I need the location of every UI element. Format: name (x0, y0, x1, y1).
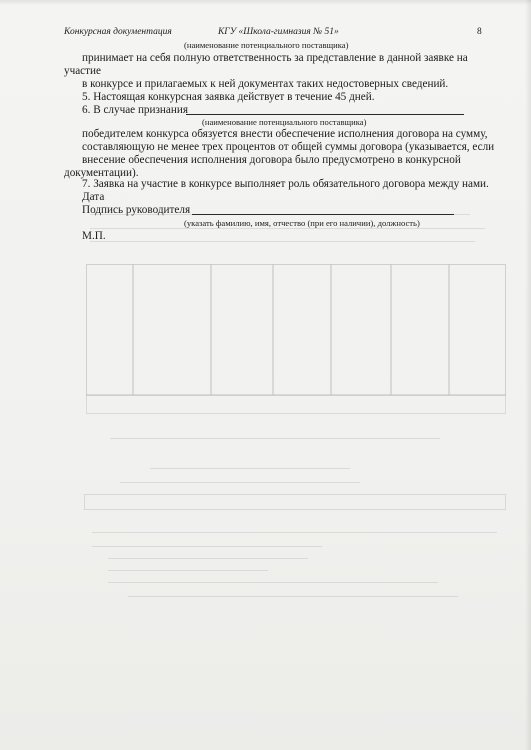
text-line: документации). (64, 167, 139, 179)
scan-top-shadow (0, 0, 531, 5)
caption-supplier-mid: (наименование потенциального поставщика) (202, 117, 367, 127)
item-6-lead: 6. В случае признания (82, 104, 189, 116)
caption-supplier-top: (наименование потенциального поставщика) (184, 40, 349, 50)
date-label: Дата (82, 191, 105, 203)
signature-line (192, 214, 454, 215)
text-line: внесение обеспечения исполнения договора было предусмотрено в конкурсной (82, 154, 461, 166)
stamp-label: М.П. (82, 230, 106, 242)
text-line: составляющую не менее трех процентов от общей суммы договора (указывается, если (82, 141, 495, 153)
header-left: Конкурсная документация (64, 27, 172, 37)
text-line: в конкурсе и прилагаемых к ней документах таких недостоверных сведений. (82, 78, 449, 90)
page-number: 8 (477, 27, 482, 37)
text-line: принимает на себя полную ответственность за представление в данной заявке на (82, 52, 468, 64)
text-line: победителем конкурса обязуется внести обеспечение исполнения договора на сумму, (82, 128, 488, 140)
item-5: 5. Настоящая конкурсная заявка действует в течение 45 дней. (82, 91, 375, 103)
item-7: 7. Заявка на участие в конкурсе выполняет роль обязательного договора между нами. (82, 178, 489, 190)
signature-label: Подпись руководителя (82, 204, 191, 216)
scan-edge-shadow (525, 0, 531, 750)
supplier-name-line (186, 114, 464, 115)
text-line: участие (64, 65, 101, 77)
signature-caption: (указать фамилию, имя, отчество (при его наличии), должность) (184, 218, 420, 228)
header-center: КГУ «Школа-гимназия № 51» (218, 27, 339, 37)
